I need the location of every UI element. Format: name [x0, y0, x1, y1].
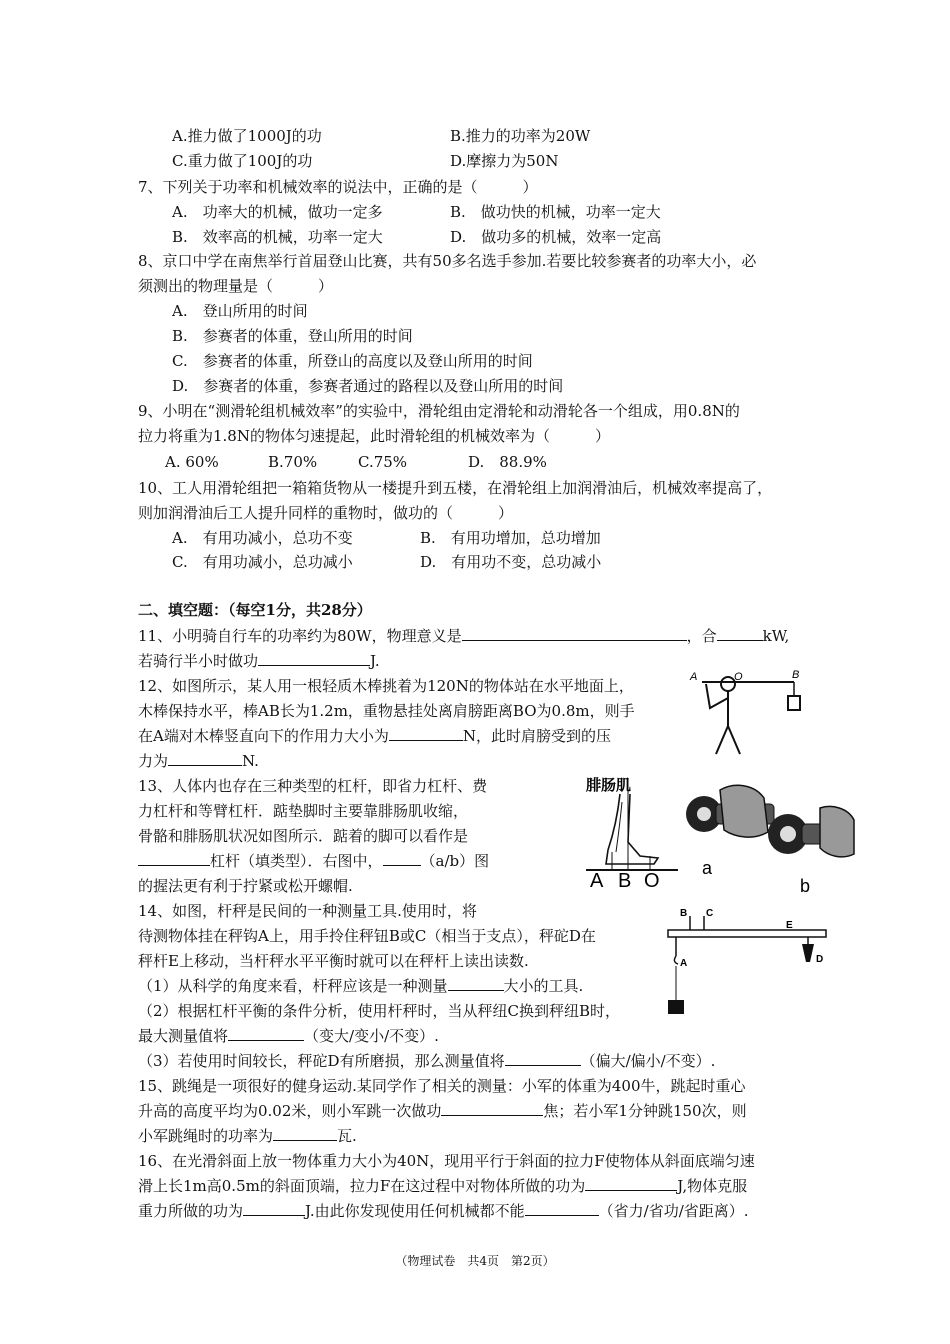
q8-option-b: B. 参赛者的体重，登山所用的时间 [172, 327, 413, 345]
q15-text-4: 瓦. [337, 1127, 357, 1145]
q12-line-4 [138, 751, 259, 771]
q12-line-2: 木棒保持水平，棒AB长为1.2m，重物悬挂处离肩膀距离BO为0.8m，则手 [138, 702, 635, 720]
label-b: b [800, 876, 811, 896]
q9-stem-1: 9、小明在“测滑轮组机械效率”的实验中，滑轮组由定滑轮和动滑轮各一个组成，用0.8N的 [138, 402, 740, 420]
q11-blank-1[interactable] [462, 626, 687, 641]
q11-blank-2[interactable] [717, 626, 763, 641]
q11-text-5: J. [370, 652, 380, 670]
q14-text-2: 大小的工具. [503, 977, 584, 995]
q8-option-c: C. 参赛者的体重，所登山的高度以及登山所用的时间 [172, 352, 533, 370]
q13-line-5: 的握法更有利于拧紧或松开螺帽. [138, 877, 353, 895]
q8-option-a: A. 登山所用的时间 [172, 302, 308, 320]
q16-text-2: J,物体克服 [677, 1177, 748, 1195]
q6-option-a: A.推力做了1000J的功 [172, 127, 322, 145]
label-a: A [590, 870, 604, 890]
q7-option-c: B. 效率高的机械，功率一定大 [172, 228, 383, 246]
muscle-line [616, 802, 622, 852]
q10-stem-1: 10、工人用滑轮组把一箱箱货物从一楼提升到五楼，在滑轮组上加润滑油后，机械效率提高了， [138, 479, 773, 497]
q14-text-3: 最大测量值将 [138, 1027, 229, 1045]
q14-line-3: 秤杆E上移动，当杆秤水平平衡时就可以在秤杆上读出读数. [138, 952, 529, 970]
q16-text-4: J.由此你发现使用任何机械都不能 [305, 1202, 525, 1220]
muscle-label: 腓肠肌 [586, 777, 632, 794]
head [721, 677, 735, 691]
q11-text-2: ，合 [686, 627, 717, 645]
label-a: A [680, 958, 688, 969]
object [668, 1000, 684, 1014]
weight-box [788, 696, 800, 710]
q8-option-d: D. 参赛者的体重，参赛者通过的路程以及登山所用的时间 [172, 377, 564, 395]
q15-line-1: 15、跳绳是一项很好的健身运动.某同学作了相关的测量：小军的体重为400牛，跳起时重心 [138, 1077, 746, 1095]
label-a: A [690, 671, 698, 683]
q13-line-2: 力杠杆和等臂杠杆．踮垫脚时主要靠腓肠肌收缩， [138, 802, 469, 820]
q16-line-1: 16、在光滑斜面上放一物体重力大小为40N，现用平行于斜面的拉力F使物体从斜面底端匀速 [138, 1152, 755, 1170]
leg-left [716, 726, 728, 754]
label-b: B [680, 908, 688, 919]
q7-option-d: D. 做功多的机械，效率一定高 [450, 228, 662, 246]
q15-blank-1[interactable] [441, 1101, 543, 1116]
q16-text-3: 重力所做的功为 [138, 1202, 244, 1220]
arm [706, 684, 728, 708]
counterweight-d [802, 944, 814, 962]
q12-text-1: 在A端对木棒竖直向下的作用力大小为 [138, 727, 389, 745]
label-c: C [706, 908, 714, 919]
q15-text-2: 焦；若小军1分钟跳150次，则 [543, 1102, 747, 1120]
q10-option-d: D. 有用功不变，总功减小 [420, 553, 602, 571]
q11-text-4: 若骑行半小时做功 [138, 652, 259, 670]
q16-blank-1[interactable] [585, 1176, 677, 1191]
q14-line-7 [138, 1051, 715, 1071]
q13-blank-2[interactable] [383, 851, 421, 866]
q9-option-a: A. 60% [165, 453, 219, 471]
label-o: O [644, 870, 660, 890]
label-e: E [786, 920, 793, 931]
q16-line-3 [138, 1201, 749, 1221]
q14-blank-1[interactable] [448, 976, 504, 991]
q11-text-1: 11、小明骑自行车的功率约为80W，物理意义是 [138, 627, 462, 645]
q11-blank-3[interactable] [258, 651, 370, 666]
foot-outline [606, 794, 658, 864]
q11-line-2 [138, 651, 380, 671]
q13-text-1: 杠杆（填类型）．右图中， [210, 852, 383, 870]
beam [668, 930, 826, 937]
q16-line-2 [138, 1176, 747, 1196]
q10-option-c: C. 有用功减小，总功减小 [172, 553, 353, 571]
q15-line-2 [138, 1101, 747, 1121]
label-o: O [734, 671, 743, 683]
q9-stem-2: 拉力将重为1.8N的物体匀速提起，此时滑轮组的机械效率为（ ） [138, 427, 610, 445]
q14-text-5: （3）若使用时间较长，秤砣D有所磨损，那么测量值将 [138, 1052, 505, 1070]
q10-option-b: B. 有用功增加，总功增加 [420, 529, 601, 547]
q13-line-1: 13、人体内也存在三种类型的杠杆，即省力杠杆、费 [138, 777, 488, 795]
q14-line-1: 14、如图，杆秤是民间的一种测量工具.使用时，将 [138, 902, 477, 920]
q15-blank-2[interactable] [273, 1126, 337, 1141]
hand-b [820, 807, 854, 857]
q8-stem-2: 须测出的物理量是（ ） [138, 277, 334, 295]
q6-option-d: D.摩擦力为50N [450, 152, 559, 170]
q14-blank-2[interactable] [228, 1026, 304, 1041]
q12-blank-2[interactable] [168, 751, 242, 766]
q12-text-3: 力为 [138, 752, 169, 770]
label-a: a [702, 858, 713, 878]
label-b: B [618, 870, 632, 890]
q14-text-6: （偏大/偏小/不变）. [580, 1052, 716, 1070]
q6-option-c: C.重力做了100J的功 [172, 152, 313, 170]
q9-option-c: C.75% [358, 453, 408, 471]
q12-text-2: N，此时肩膀受到的压 [462, 727, 611, 745]
q15-line-3 [138, 1126, 357, 1146]
q13-line-4 [138, 851, 489, 871]
q11-line-1 [138, 626, 789, 646]
q9-option-b: B.70% [268, 453, 318, 471]
q11-text-3: kW, [762, 627, 790, 645]
q14-steelyard-figure [664, 904, 834, 1024]
q13-text-2: （a/b）图 [420, 852, 490, 870]
q6-option-b: B.推力的功率为20W [450, 127, 591, 145]
hook [674, 956, 678, 964]
q14-text-1: （1）从科学的角度来看，杆秤应该是一种测量 [138, 977, 448, 995]
q16-blank-2[interactable] [243, 1201, 305, 1216]
q16-blank-3[interactable] [525, 1201, 599, 1216]
leg-right [728, 726, 740, 754]
q12-line-3 [138, 726, 611, 746]
label-b: B [792, 669, 800, 681]
q12-line-1: 12、如图所示，某人用一根轻质木棒挑着为120N的物体站在水平地面上， [138, 677, 634, 695]
q7-stem: 7、下列关于功率和机械效率的说法中，正确的是（ ） [138, 178, 538, 196]
q12-text-4: N. [242, 752, 259, 770]
q14-blank-3[interactable] [505, 1051, 581, 1066]
q16-text-1: 滑上长1m高0.5m的斜面顶端，拉力F在这过程中对物体所做的功为 [138, 1177, 586, 1195]
wrench-a-nut [697, 807, 711, 821]
q15-text-3: 小军跳绳时的功率为 [138, 1127, 274, 1145]
q8-stem-1: 8、京口中学在南焦举行首届登山比赛，共有50多名选手参加.若要比较参赛者的功率大小，必 [138, 252, 757, 270]
q10-stem-2: 则加润滑油后工人提升同样的重物时，做功的（ ） [138, 504, 514, 522]
q10-option-a: A. 有用功减小，总功不变 [172, 529, 353, 547]
q12-figure [688, 668, 818, 760]
q15-text-1: 升高的高度平均为0.02米，则小军跳一次做功 [138, 1102, 442, 1120]
q14-line-5: （2）根据杠杆平衡的条件分析，使用杆秤时，当从秤纽C换到秤纽B时， [138, 1002, 621, 1020]
q13-line-3: 骨骼和腓肠肌状况如图所示．踮着的脚可以看作是 [138, 827, 469, 845]
q9-option-d: D. 88.9% [468, 453, 547, 471]
q12-blank-1[interactable] [389, 726, 463, 741]
q14-line-4 [138, 976, 583, 996]
section-2-title: 二、填空题：（每空1分，共28分） [138, 601, 372, 619]
wrench-b-nut [780, 826, 796, 842]
q7-option-b: B. 做功快的机械，功率一定大 [450, 203, 661, 221]
label-d: D [816, 954, 824, 965]
q14-line-2: 待测物体挂在秤钩A上，用手拎住秤钮B或C（相当于支点），秤砣D在 [138, 927, 596, 945]
q13-blank-1[interactable] [138, 851, 210, 866]
q14-line-6 [138, 1026, 439, 1046]
q13-foot-figure [584, 772, 680, 890]
page-footer: （物理试卷 共4页 第2页） [395, 1254, 555, 1268]
q13-wrench-b-figure [762, 796, 858, 898]
q14-text-4: （变大/变小/不变）. [304, 1027, 439, 1045]
q16-text-5: （省力/省功/省距离）. [598, 1202, 749, 1220]
q7-option-a: A. 功率大的机械，做功一定多 [172, 203, 383, 221]
